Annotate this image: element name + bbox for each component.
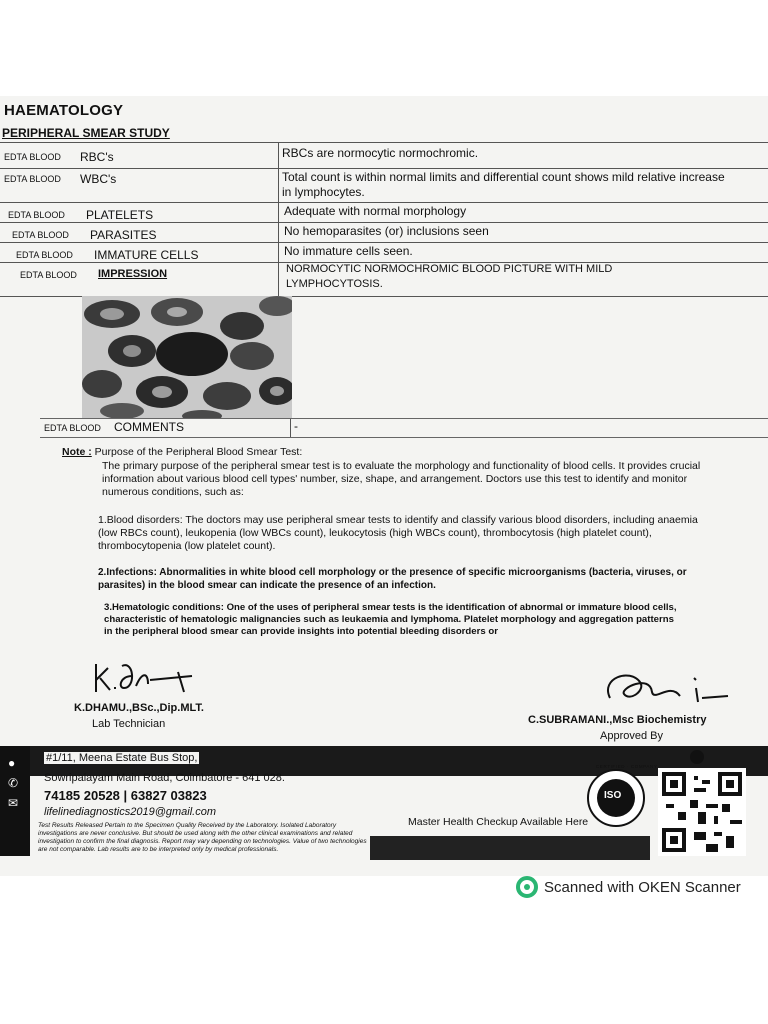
- specimen-cell: EDTA BLOOD: [4, 152, 61, 162]
- test-name-cell: PARASITES: [90, 228, 157, 242]
- specimen-cell: EDTA BLOOD: [4, 174, 61, 184]
- scanner-watermark: [516, 876, 741, 898]
- specimen-cell: EDTA BLOOD: [8, 210, 65, 220]
- oken-logo-icon: [516, 876, 538, 898]
- note-paragraph-hematologic: 3.Hematologic conditions: One of the uses of peripheral smear tests is the identification of abnormal or immature blood cells, characteristic of hematologic malignancies such as leukaemia and lymphoma. Platelet morphology and aggregation patterns in the peripheral blood smear can provide insights into potential bleeding disorders or: [104, 602, 677, 637]
- test-name-cell: WBC's: [80, 172, 117, 186]
- phone-numbers: 74185 20528 | 63827 03823: [44, 788, 207, 803]
- blood-smear-image: [82, 296, 292, 418]
- iso-label: ISO: [604, 790, 622, 801]
- note-paragraph-infections: 2.Infections: Abnormalities in white blood cell morphology or the presence of specific microorganisms (bacteria, viruses, or parasites) in the blood smear can indicate the presence of an infection.: [98, 567, 687, 591]
- email-icon: ✉: [8, 796, 19, 810]
- comments-row: [40, 418, 768, 438]
- address-line-1: #1/11, Meena Estate Bus Stop,: [46, 752, 198, 764]
- approver-signature: [600, 668, 740, 708]
- approver-role: Approved By: [600, 730, 663, 742]
- specimen-cell: EDTA BLOOD: [44, 423, 101, 433]
- footer-black-strip: [370, 836, 650, 860]
- approver-name: C.SUBRAMANI.,Msc Biochemistry: [528, 714, 707, 726]
- location-icon: ●: [8, 756, 16, 770]
- note-label: Note :: [62, 446, 92, 458]
- footer-icon-strip: [0, 746, 30, 856]
- technician-role: Lab Technician: [92, 718, 166, 730]
- note-intro: The primary purpose of the peripheral smear test is to evaluate the morphology and functionality of blood cells. It provides crucial information about various blood cell types' number, size, shape, and arrangement. Doctors use this test to identify and monitor numerous conditions, such as:: [102, 460, 701, 498]
- qr-code[interactable]: [658, 768, 746, 856]
- technician-signature: [92, 658, 212, 698]
- email-address: lifelinediagnostics2019@gmail.com: [44, 806, 216, 818]
- test-name-cell: RBC's: [80, 150, 114, 164]
- specimen-cell: EDTA BLOOD: [12, 230, 69, 240]
- phone-icon: ✆: [8, 776, 19, 790]
- result-cell: No immature cells seen.: [284, 244, 413, 258]
- note-heading: [62, 446, 702, 459]
- iso-ring-text: CERTIFIED · COMPANY: [596, 764, 658, 769]
- result-cell: RBCs are normocytic normochromic.: [282, 146, 479, 160]
- address-line-2: Sowripalayam Main Road, Coimbatore - 641 028.: [44, 772, 285, 784]
- technician-name: K.DHAMU.,BSc.,Dip.MLT.: [74, 702, 204, 714]
- scanned-report: [0, 96, 768, 876]
- section-title: HAEMATOLOGY: [4, 102, 124, 119]
- impression-label: IMPRESSION: [98, 268, 168, 280]
- specimen-cell: EDTA BLOOD: [16, 250, 73, 260]
- impression-result: NORMOCYTIC NORMOCHROMIC BLOOD PICTURE WITH MILD LYMPHOCYTOSIS.: [286, 263, 613, 290]
- result-cell: No hemoparasites (or) inclusions seen: [284, 224, 489, 238]
- note-paragraph-blood-disorders: 1.Blood disorders: The doctors may use peripheral smear tests to identify and classify various blood disorders, including anaemia (low RBCs count), leukopenia (low WBCs count), leukocytosis (high WBCs count), thrombocytosis (high platelet count), thrombocytopenia (low platelet count).: [98, 514, 698, 552]
- comments-value: -: [294, 419, 298, 433]
- result-cell: Total count is within normal limits and differential count shows mild relative increase in lymphocytes.: [282, 170, 725, 199]
- health-checkup-note: Master Health Checkup Available Here: [408, 816, 589, 828]
- scanner-label: Scanned with OKEN Scanner: [544, 878, 741, 896]
- test-name-cell: PLATELETS: [86, 208, 154, 222]
- location-pin-icon: [690, 750, 704, 764]
- result-cell: Adequate with normal morphology: [284, 204, 467, 218]
- specimen-cell: EDTA BLOOD: [20, 270, 77, 280]
- subsection-title: PERIPHERAL SMEAR STUDY: [2, 126, 170, 140]
- disclaimer: Test Results Released Pertain to the Specimen Quality Received by the Laboratory. Isolated Laboratory investigations are never conclusive. But should be used along with the other clinical examinations and related investigation to confirm the final diagnosis. Report may vary depending on technologies. Value of two technologies are not comparable. Lab results are to be interpreted only by medical professionals.: [38, 822, 367, 853]
- comments-label: COMMENTS: [114, 420, 184, 434]
- note-heading-text: Purpose of the Peripheral Blood Smear Test:: [94, 446, 303, 458]
- test-name-cell: IMMATURE CELLS: [94, 248, 199, 262]
